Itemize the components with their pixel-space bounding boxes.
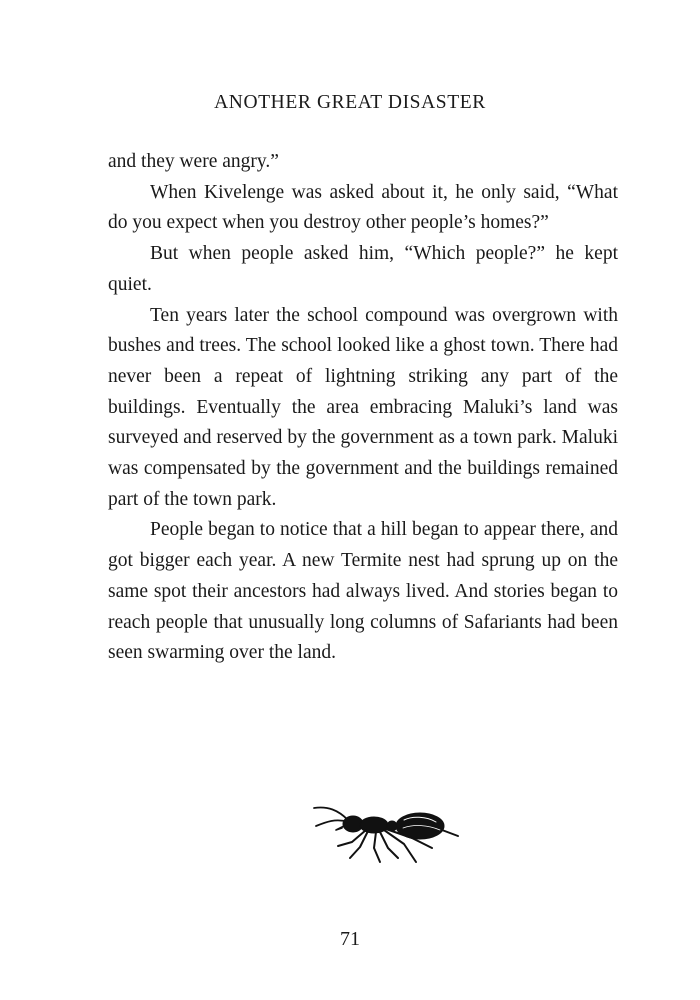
page-number: 71 — [340, 928, 360, 950]
body-text — [108, 147, 618, 669]
ant-icon — [308, 792, 463, 872]
paragraph: But when people asked him, “Which people?” he kept quiet. — [108, 243, 618, 295]
paragraph: When Kivelenge was asked about it, he only said, “What do you expect when you destroy other people’s homes?” — [108, 181, 618, 234]
paragraph: People began to notice that a hill began to appear there, and got bigger each year. A new Termite nest had sprung up on the same spot their ancestors had always lived. And stories began to reach people that unusually long columns of Safariants had been seen swarming over the land. — [108, 519, 618, 664]
paragraph: and they were angry.” — [108, 151, 279, 172]
paragraph: Ten years later the school compound was overgrown with bushes and trees. The school looked like a ghost town. There had never been a repeat of lightning striking any part of the buildings. Eventually the area embracing Maluki’s land was surveyed and reserved by the government as a town park. Maluki was compensated by the government and the buildings remained part of the town park. — [108, 304, 618, 510]
running-head: ANOTHER GREAT DISASTER — [214, 92, 486, 113]
